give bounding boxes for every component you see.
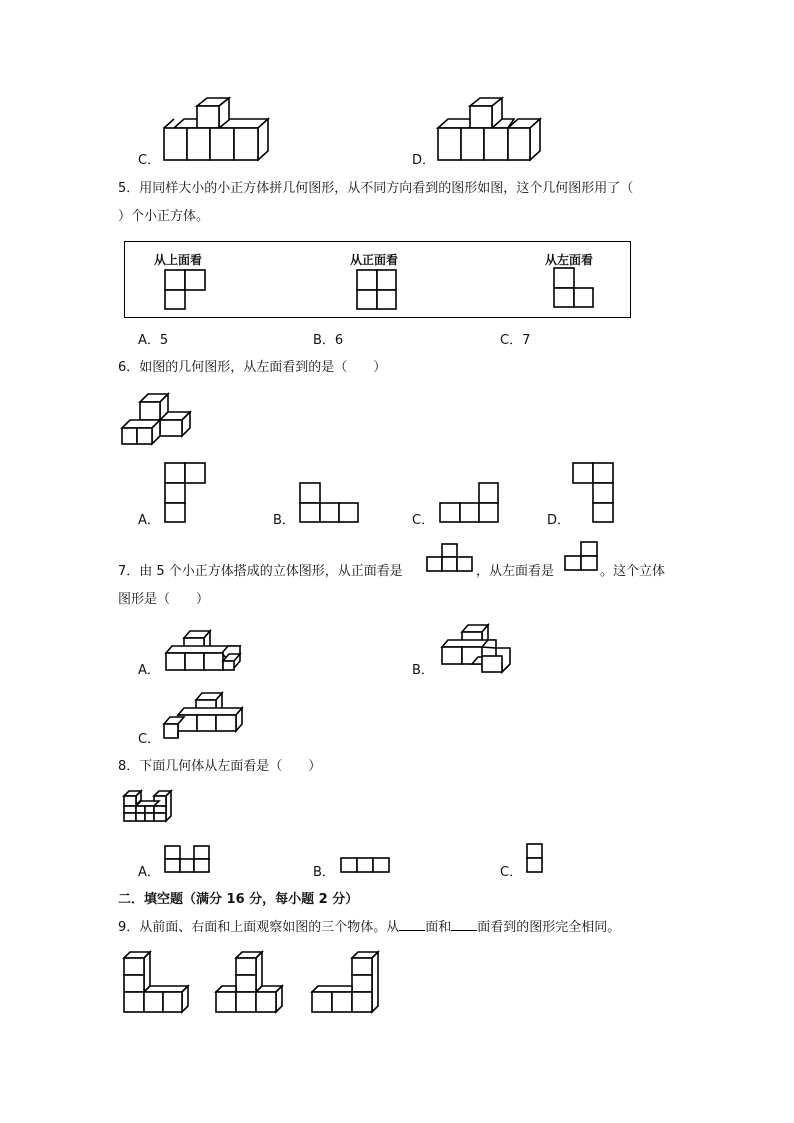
q6-solid-figure bbox=[118, 390, 198, 450]
q9-stem-part3: 面看到的图形完全相同。 bbox=[477, 920, 621, 935]
q7-option-a-figure bbox=[164, 628, 244, 674]
q9-object-3-figure bbox=[310, 948, 382, 1016]
q6-option-b-figure bbox=[299, 482, 363, 526]
q8-option-c-label[interactable]: C． bbox=[500, 865, 523, 880]
q8-option-a-label[interactable]: A． bbox=[138, 865, 160, 880]
q9-stem-part1: 9．从前面、右面和上面观察如图的三个物体。从 bbox=[118, 920, 400, 935]
q5-option-b[interactable]: B．6 bbox=[313, 333, 344, 348]
q7-option-b-label[interactable]: B． bbox=[412, 663, 434, 678]
q5-option-a[interactable]: A．5 bbox=[138, 333, 169, 348]
q4-option-c-label[interactable]: C． bbox=[138, 153, 161, 168]
q9-object-2-figure bbox=[214, 948, 286, 1016]
q5-option-c[interactable]: C．7 bbox=[500, 333, 531, 348]
q5-view-left-label: 从左面看 bbox=[545, 253, 594, 267]
q7-stem-part2: ，从左面看是 bbox=[476, 564, 555, 579]
q5-view-top-label: 从上面看 bbox=[154, 253, 203, 267]
q8-option-a-figure bbox=[164, 845, 214, 875]
q8-option-b-label[interactable]: B． bbox=[313, 865, 335, 880]
q6-option-a-figure bbox=[164, 462, 208, 526]
q5-stem-line1: 5．用同样大小的小正方体拼几何图形，从不同方向看到的图形如图，这个几何图形用了（ bbox=[118, 181, 634, 196]
q9-stem bbox=[118, 918, 620, 937]
section-title-fill-in: 二．填空题（满分 16 分，每小题 2 分） bbox=[118, 892, 359, 907]
q8-solid-figure bbox=[120, 788, 180, 828]
q5-stem-line2: ）个小正方体。 bbox=[118, 209, 210, 224]
q7-stem-part1: 7．由 5 个小正方体搭成的立体图形，从正面看是 bbox=[118, 564, 403, 579]
q7-front-view-figure bbox=[426, 542, 476, 574]
q4-option-d-label[interactable]: D． bbox=[412, 153, 436, 168]
q7-option-a-label[interactable]: A． bbox=[138, 663, 160, 678]
q4-option-d-figure bbox=[434, 96, 544, 166]
q6-option-c-figure bbox=[439, 482, 503, 526]
q5-view-front-figure bbox=[356, 269, 400, 313]
q7-left-view-figure bbox=[564, 540, 600, 574]
q9-object-1-figure bbox=[120, 948, 192, 1016]
q7-stem-part3: 。这个立体 bbox=[600, 564, 666, 579]
q8-option-b-figure bbox=[340, 857, 392, 875]
q7-option-c-label[interactable]: C． bbox=[138, 732, 161, 747]
q9-stem-part2: 面和 bbox=[425, 920, 452, 935]
q9-answer-blank-1[interactable] bbox=[399, 918, 425, 931]
q6-option-b-label[interactable]: B． bbox=[273, 513, 295, 528]
q8-stem: 8．下面几何体从左面看是（ ） bbox=[118, 759, 322, 774]
q6-option-a-label[interactable]: A． bbox=[138, 513, 160, 528]
q4-option-c-figure bbox=[160, 96, 270, 166]
q7-option-b-figure bbox=[438, 622, 518, 674]
q5-view-top-figure bbox=[164, 269, 208, 313]
q5-view-left-figure bbox=[553, 267, 597, 311]
q6-stem: 6．如图的几何图形，从左面看到的是（ ） bbox=[118, 360, 387, 375]
q8-option-c-figure bbox=[526, 843, 546, 875]
q6-option-d-figure bbox=[572, 462, 616, 526]
q6-option-c-label[interactable]: C． bbox=[412, 513, 435, 528]
q5-view-front-label: 从正面看 bbox=[350, 253, 399, 267]
q9-answer-blank-2[interactable] bbox=[451, 918, 477, 931]
q7-option-c-figure bbox=[162, 690, 246, 742]
q7-stem-line2: 图形是（ ） bbox=[118, 592, 210, 607]
q6-option-d-label[interactable]: D． bbox=[547, 513, 571, 528]
